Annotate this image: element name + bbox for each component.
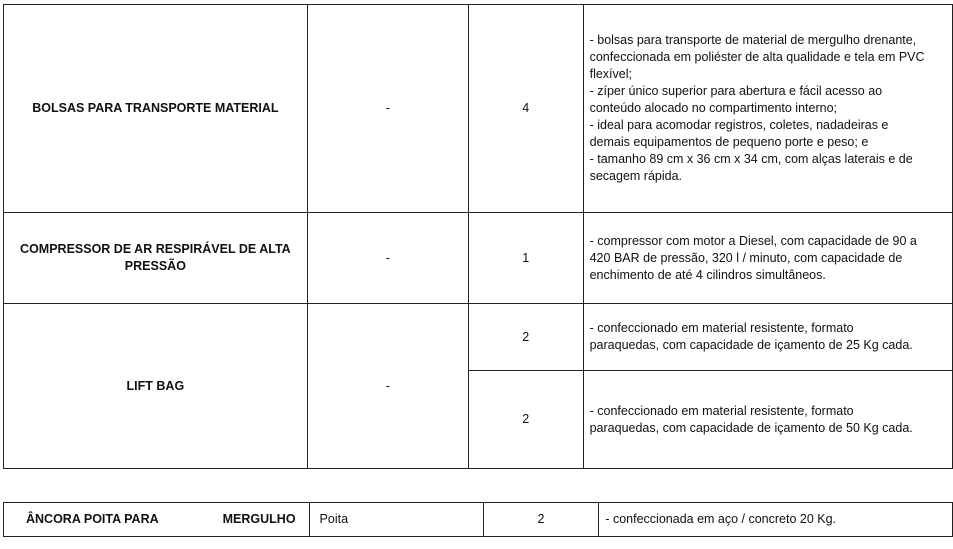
item-quantity: 2 [468,304,583,371]
equipment-table [3,4,953,469]
item-name-part: MERGULHO [222,512,296,526]
table-row [4,503,953,537]
spec-line: 420 BAR de pressão, 320 l / minuto, com capacidade de [589,250,903,265]
item-name [4,503,310,537]
item-name-line: PRESSÃO [124,259,186,273]
spec-line: - confeccionado em material resistente, formato [589,403,854,418]
item-quantity: 2 [468,371,583,469]
item-model: - [307,213,468,304]
item-model: Poita [309,503,483,537]
item-quantity: 1 [468,213,583,304]
spec-line: flexível; [589,67,632,81]
table-row [4,304,953,371]
spec-line: enchimento de até 4 cilindros simultâneos. [589,267,826,282]
item-specification [583,5,952,213]
spec-line: conteúdo alocado no compartimento interno; [589,101,837,115]
table-row [4,5,953,213]
spec-line: secagem rápida. [589,169,683,183]
spec-line: - bolsas para transporte de material de mergulho drenante, [589,33,917,47]
item-name-part: ÂNCORA POITA PARA [26,512,159,526]
item-name-line: COMPRESSOR DE AR RESPIRÁVEL DE ALTA [20,242,291,256]
item-quantity: 2 [483,503,599,537]
spec-line: demais equipamentos de pequeno porte e peso; e [589,135,869,149]
spec-line: paraquedas, com capacidade de içamento de 50 Kg cada. [589,420,913,435]
item-name: BOLSAS PARA TRANSPORTE MATERIAL [4,5,308,213]
item-specification: - confeccionada em aço / concreto 20 Kg. [599,503,953,537]
equipment-table-continued [3,502,953,537]
spec-line: paraquedas, com capacidade de içamento de 25 Kg cada. [589,338,913,352]
item-specification [583,371,952,469]
spec-line: - zíper único superior para abertura e fácil acesso ao [589,84,883,98]
item-model: - [307,5,468,213]
spec-line: - confeccionado em material resistente, formato [589,321,854,335]
item-model: - [307,304,468,469]
spec-line: - ideal para acomodar registros, coletes, nadadeiras e [589,118,889,132]
item-specification [583,304,952,371]
spec-line: - compressor com motor a Diesel, com capacidade de 90 a [589,233,917,248]
table-row [4,213,953,304]
item-name [4,213,308,304]
item-quantity: 4 [468,5,583,213]
spec-line: - tamanho 89 cm x 36 cm x 34 cm, com alças laterais e de [589,152,913,166]
item-name: LIFT BAG [4,304,308,469]
item-specification [583,213,952,304]
spec-line: confeccionada em poliéster de alta qualidade e tela em PVC [589,50,925,64]
